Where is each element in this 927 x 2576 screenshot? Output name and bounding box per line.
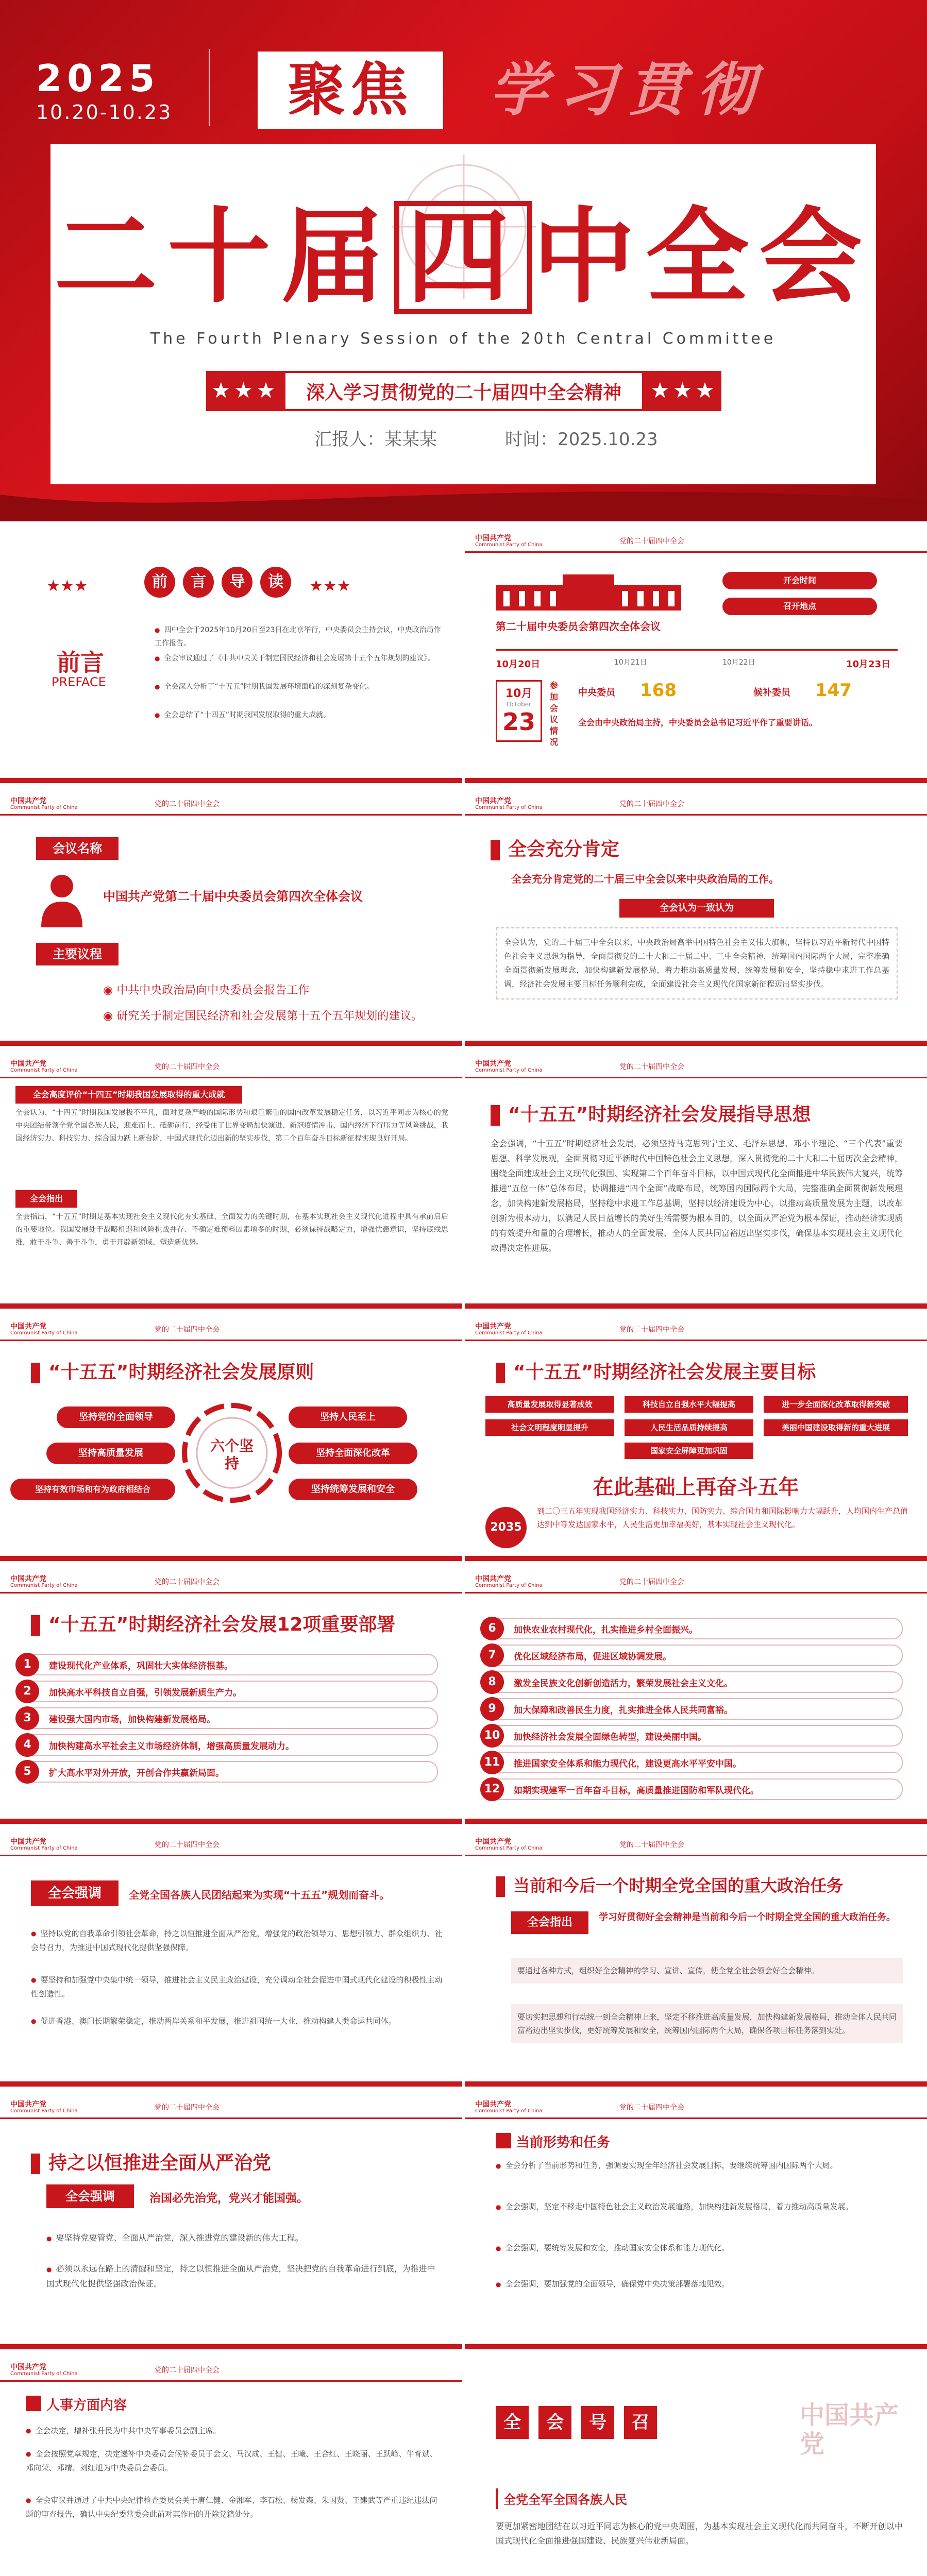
slide-header: [465, 1829, 927, 1858]
principle-item: 坚持统筹发展和安全: [289, 1479, 417, 1500]
agenda-item: ◉ 中共中央政治局向中央委员会报告工作: [103, 984, 310, 997]
principles-center: 六个坚持: [210, 1437, 254, 1472]
affirm-slide: [465, 788, 927, 1046]
calendar-month-en: October: [506, 701, 532, 708]
principles-title: [31, 1358, 314, 1384]
party-logo: 中国共产党: [10, 1060, 46, 1068]
meeting-name-tag: 会议名称: [36, 837, 119, 860]
title-bar: [491, 1105, 500, 1126]
header-line: [465, 814, 927, 816]
cover-time: 时间：2025.10.23: [505, 429, 658, 450]
title-box: 四: [394, 201, 532, 314]
party-slide: [0, 2092, 462, 2349]
party-logo: 中国共产党: [10, 797, 46, 805]
party-logo-en: Communist Party of China: [475, 1583, 543, 1588]
header-topic: 党的二十届四中全会: [155, 1326, 220, 1334]
principle-item: 坚持有效市场和有为政府相结合: [10, 1479, 175, 1500]
overview-title: 第二十届中央委员会第四次全体会议: [496, 620, 661, 633]
preface-bullet: ● 四中全会于2025年10月20日至23日在北京举行，中央委员会主持会议，中央政治局作工作报告。: [155, 623, 443, 650]
slide-footer: [465, 2081, 927, 2087]
cover-divider: [209, 49, 210, 126]
slide-header: [0, 1314, 462, 1343]
summon-logo: 中国共产党: [800, 2401, 899, 2459]
slide-header: [465, 1566, 927, 1595]
goal-item: 美丽中国建设取得新的重大进展: [764, 1419, 908, 1436]
party-logo: 中国共产党: [475, 2100, 511, 2109]
header-topic: 党的二十届四中全会: [155, 1063, 220, 1071]
title-bar: [31, 1615, 40, 1636]
star-icon: ★★★: [46, 577, 88, 595]
tab-char: 言: [183, 567, 214, 598]
tasks-now-title-text: 当前和今后一个时期全党全国的重大政治任务: [513, 1876, 844, 1895]
guide-body: 全会强调，“十五五”时期经济社会发展，必须坚持马克思列宁主义、毛泽东思想、邓小平理论、“三个代表”重要思想、科学发展观，全面贯彻习近平新时代中国特色社会主义思想，深入贯彻党的二十大和二十届历次全会精神，围绕全面建成社会主义现代化强国、实现第二个百年奋斗目标，以中国式现代化全面推进中华民族伟大复兴，统筹推进“五位一体”总体布局，协调推进“四个全面”战略布局，统筹国内国际两个大局，完整准确全面贯彻新发展理念，加快构建新发展格局，坚持稳中求进工作总基调，坚持以经济建设为中心，以推动高质量发展为主题，以改革创新为根本动力，以满足人民日益增长的美好生活需要为根本目的，以全面从严治党为根本保证，推动经济实现质的有效提升和量的合理增长，推动人的全面发展、全体人民共同富裕迈出坚实步伐，确保基本实现社会主义现代化取得决定性进展。: [491, 1139, 903, 1253]
principle-item: 坚持人民至上: [289, 1406, 407, 1428]
party-logo-en: Communist Party of China: [10, 1845, 78, 1851]
header-line: [0, 1592, 462, 1594]
situation-bullet: ● 全会强调，要加强党的全面领导，确保党中央决策部署落地见效。: [496, 2277, 903, 2291]
party-logo: 中国共产党: [10, 1575, 46, 1583]
task-text: 优化区域经济布局，促进区域协调发展。: [514, 1652, 671, 1662]
tab-char: 号: [581, 2406, 614, 2439]
task-number: 12: [480, 1777, 504, 1801]
goals-slide: [465, 1314, 927, 1561]
tasks-now-box: 要通过各种方式，组织好全会精神的学习、宣讲、宣传，使全党全社会领会好全会精神。: [511, 1958, 903, 1984]
speaker-icon: [36, 871, 88, 927]
slide-header: [465, 1051, 927, 1080]
task-text: 建设现代化产业体系，巩固壮大实体经济根基。: [49, 1661, 233, 1671]
title-pre: 二十届: [54, 197, 394, 317]
task-text: 加快农业农村现代化，扎实推进乡村全面振兴。: [514, 1625, 698, 1635]
affirm-sub-tag: 全会认为一致认为: [619, 899, 774, 918]
header-topic: 党的二十届四中全会: [619, 1326, 684, 1334]
situation-bullet: ● 全会分析了当前形势和任务，强调要实现全年经济社会发展目标，要继续统筹国内国际两个大局。: [496, 2159, 903, 2173]
principle-item: 坚持党的全面领导: [57, 1406, 175, 1428]
slide-header: [0, 2354, 462, 2383]
party-logo-en: Communist Party of China: [475, 1845, 543, 1851]
star-icon: ★★★: [309, 577, 351, 595]
goal-item: 国家安全屏障更加巩固: [625, 1443, 753, 1459]
tasks-title-text: “十五五”时期经济社会发展12项重要部署: [48, 1614, 396, 1635]
party-logo: 中国共产党: [475, 797, 511, 805]
header-line: [465, 1592, 927, 1594]
tab-char: 会: [538, 2406, 571, 2439]
cover-banner-text: 深入学习贯彻党的二十届四中全会精神: [283, 371, 644, 411]
calendar-day: 23: [502, 708, 535, 736]
timeline-date: 10月23日: [846, 659, 891, 670]
members-label: 中央委员: [578, 687, 615, 698]
task-number: 3: [15, 1706, 39, 1730]
timeline-line: [496, 649, 898, 651]
preface-title-en: PREFACE: [52, 675, 106, 689]
personnel-title: 人事方面内容: [46, 2398, 127, 2413]
party-logo: 中国共产党: [10, 2100, 46, 2109]
party-logo: 中国共产党: [475, 534, 511, 543]
tab-char: 前: [144, 567, 175, 598]
slide-footer: [465, 1041, 927, 1046]
header-topic: 党的二十届四中全会: [155, 1841, 220, 1849]
star-icon: ★★★: [650, 378, 718, 403]
header-topic: 党的二十届四中全会: [619, 537, 684, 546]
location-pill: 召开地点: [722, 598, 877, 615]
goals-slogan: 在此基础上再奋斗五年: [593, 1476, 799, 1499]
call-bullet: ● 促进香港、澳门长期繁荣稳定，推动两岸关系和平发展，推进祖国统一大业，推动构建人类命运共同体。: [31, 2014, 443, 2028]
title-bar: [31, 2154, 40, 2174]
guide-title: [491, 1100, 811, 1126]
title-square: [496, 2133, 511, 2148]
slide-footer: [0, 778, 462, 783]
party-logo: 中国共产党: [475, 1060, 511, 1068]
slide-footer: [0, 2344, 462, 2349]
header-line: [465, 2117, 927, 2119]
principles-title-text: “十五五”时期经济社会发展原则: [48, 1362, 314, 1383]
party-logo: 中国共产党: [10, 2363, 46, 2371]
header-topic: 党的二十届四中全会: [619, 1578, 684, 1586]
meeting-name: 中国共产党第二十届中央委员会第四次全体会议: [103, 889, 363, 904]
task-number: 6: [480, 1617, 504, 1640]
party-logo-en: Communist Party of China: [10, 2371, 78, 2377]
header-topic: 党的二十届四中全会: [155, 2104, 220, 2112]
slide-footer: [465, 2344, 927, 2349]
task-text: 推进国家安全体系和能力现代化，建设更高水平平安中国。: [514, 1759, 741, 1769]
party-logo-en: Communist Party of China: [10, 805, 78, 810]
header-topic: 党的二十届四中全会: [155, 2366, 220, 2375]
party-bullet: ● 要坚持党要管党、全面从严治党，深入推进党的建设新的伟大工程。: [46, 2231, 443, 2246]
party-logo-en: Communist Party of China: [10, 2108, 78, 2114]
summon-slide: [465, 2354, 927, 2576]
slide-footer: [0, 1303, 462, 1309]
cover-study: 学习贯彻: [490, 57, 766, 124]
slide-header: [465, 2092, 927, 2121]
party-logo: 中国共产党: [10, 1323, 46, 1331]
tab-char: 读: [260, 567, 291, 598]
preface-tabs: [144, 567, 291, 598]
agenda-item-text: 研究关于制定国民经济和社会发展第十五个五年规划的建议。: [116, 1010, 423, 1023]
title-square: [26, 2396, 41, 2411]
timeline-date: 10月20日: [496, 659, 541, 670]
overview-note: 全会由中央政治局主持，中央委员会总书记习近平作了重要讲话。: [578, 718, 818, 727]
alt-count: 147: [815, 680, 852, 701]
tasks-title: [31, 1610, 395, 1636]
task-text: 加快构建高水平社会主义市场经济体制，增强高质量发展动力。: [49, 1741, 294, 1752]
title-bar: [496, 1876, 505, 1897]
title-post: 中全会: [532, 197, 873, 317]
party-logo-en: Communist Party of China: [475, 805, 543, 810]
title-bar: [31, 1363, 40, 1383]
title-bar: [491, 840, 500, 860]
call-lead: 全党全国各族人民团结起来为实现“十五五”规划而奋斗。: [129, 1889, 390, 1901]
party-logo: 中国共产党: [475, 1323, 511, 1331]
party-logo: 中国共产党: [475, 1838, 511, 1846]
task-text: 加大保障和改善民生力度，扎实推进全体人民共同富裕。: [514, 1705, 733, 1716]
header-topic: 党的二十届四中全会: [619, 1063, 684, 1071]
header-line: [465, 551, 927, 553]
party-logo-en: Communist Party of China: [475, 542, 543, 548]
affirm-lead: 全会充分肯定党的二十届三中全会以来中央政治局的工作。: [511, 873, 779, 885]
goals-title-text: “十五五”时期经济社会发展主要目标: [513, 1362, 816, 1383]
party-tag: 全会强调: [46, 2184, 134, 2208]
personnel-bullet: ● 全会决定，增补张升民为中共中央军事委员会副主席。: [26, 2424, 443, 2438]
agenda-item-text: 中共中央政治局向中央委员会报告工作: [116, 984, 310, 997]
preface-slide: [0, 526, 462, 783]
principle-item: 坚持全面深化改革: [289, 1443, 417, 1464]
party-logo-en: Communist Party of China: [10, 1330, 78, 1336]
task-text: 建设强大国内市场，加快构建新发展格局。: [49, 1715, 215, 1725]
task-number: 9: [480, 1697, 504, 1721]
open-time-pill: 开会时间: [722, 572, 877, 589]
principle-item: 坚持高质量发展: [46, 1443, 175, 1464]
header-line: [465, 1077, 927, 1078]
preface-bullet: ● 全会总结了“十四五”时期我国发展取得的重大成就。: [155, 708, 443, 722]
goals-year-badge: 2035: [485, 1507, 527, 1548]
summon-title: 全党全军全国各族人民: [503, 2493, 627, 2507]
task-number: 7: [480, 1643, 504, 1667]
slide-header: [0, 788, 462, 817]
header-line: [0, 1077, 462, 1078]
slide-footer: [0, 2081, 462, 2087]
task-number: 11: [480, 1751, 504, 1774]
slide-footer: [465, 1556, 927, 1561]
slide-footer: [0, 1556, 462, 1561]
header-line: [0, 814, 462, 816]
slide-header: [465, 1314, 927, 1343]
timeline-date: 10月21日: [614, 658, 647, 667]
slide-header: [0, 1566, 462, 1595]
goal-item: 社会文明程度明显提升: [485, 1419, 614, 1436]
header-topic: 党的二十届四中全会: [619, 1841, 684, 1849]
slide-header: [465, 788, 927, 817]
goal-item: 高质量发展取得显著成效: [485, 1396, 614, 1413]
title-bar: [496, 1363, 505, 1383]
task-text: 激发全民族文化创新创造活力，繁荣发展社会主义文化。: [514, 1679, 733, 1689]
preface-bullet: ● 全会审议通过了《中共中央关于制定国民经济和社会发展第十五个五年规划的建议》。: [155, 652, 443, 665]
goal-item: 人民生活品质持续提高: [625, 1419, 753, 1436]
tasks-now-box: 要切实把思想和行动统一到全会精神上来，坚定不移推进高质量发展，加快构建新发展格局，推动全体人民共同富裕迈出坚实步伐，更好统筹发展和安全，统筹国内国际两个大局，确保各项目标任务落到实处。: [511, 2004, 903, 2043]
members-count: 168: [640, 680, 677, 701]
tasks-now-slide: [465, 1829, 927, 2087]
review-body-2: 全会指出，“十五五”时期是基本实现社会主义现代化夯实基础、全面发力的关键时期，在基本实现社会主义现代化进程中具有承前启后的重要地位。我国发展处于战略机遇和风险挑战并存、不确定难预料因素增多的时期，必须保持战略定力，增强忧患意识，坚持底线思维，敢于斗争、善于斗争，勇于开辟新领域、塑造新优势。: [15, 1213, 448, 1247]
task-number: 1: [15, 1653, 39, 1676]
slide-footer: [465, 1819, 927, 1824]
goals-note: 到二〇三五年实现我国经济实力、科技实力、国防实力、综合国力和国际影响力大幅跃升，人均国内生产总值达到中等发达国家水平，人民生活更加幸福美好，基本实现社会主义现代化。: [537, 1506, 908, 1529]
party-logo: 中国共产党: [10, 1838, 46, 1846]
guide-title-text: “十五五”时期经济社会发展指导思想: [508, 1104, 811, 1125]
cover-english-subtitle: The Fourth Plenary Session of the 20th Central Committee: [150, 330, 777, 348]
personnel-bullet: ● 全会按照党章规定，决定递补中央委员会候补委员于会文、马汉成、王健、王曦、王合红、王晓丽、王跃峰、牛育斌、邓向荣、邓靖、刘红旭为中央委员会委员。: [26, 2447, 443, 2475]
agenda-tag: 主要议程: [36, 943, 119, 965]
affirm-title: [491, 835, 619, 861]
party-logo-en: Communist Party of China: [10, 1583, 78, 1588]
affirm-title-text: 全会充分肯定: [508, 839, 620, 860]
call-bullet: ● 要坚持和加强党中央集中统一领导，推进社会主义民主政治建设，充分调动全社会促进中国式现代化建设的积极性主动性创造性。: [31, 1973, 443, 2001]
task-text: 扩大高水平对外开放，开创合作共赢新局面。: [49, 1768, 224, 1778]
review-tag: 全会高度评价“十四五”时期我国发展取得的重大成就: [15, 1086, 242, 1104]
tasks-slide-left: [0, 1566, 462, 1824]
tasks-now-tag: 全会指出: [511, 1911, 588, 1934]
tasks-now-lead: 学习好贯彻好全会精神是当前和今后一个时期全党全国的重大政治任务。: [599, 1912, 896, 1923]
party-logo-en: Communist Party of China: [10, 1067, 78, 1073]
attendance-side: 参加会议情况: [550, 681, 559, 747]
header-topic: 党的二十届四中全会: [619, 2104, 684, 2112]
header-line: [0, 2117, 462, 2119]
goal-item: 进一步全面深化改革取得新突破: [764, 1396, 908, 1413]
task-number: 2: [15, 1680, 39, 1703]
call-bullet: ● 坚持以党的自我革命引领社会革命，持之以恒推进全面从严治党，增强党的政治领导力、思想引领力、群众组织力、社会号召力，为推进中国式现代化提供坚强保障。: [31, 1927, 443, 1955]
timeline-date: 10月22日: [722, 658, 755, 667]
slide-header: [0, 1829, 462, 1858]
situation-slide: [465, 2092, 927, 2349]
party-logo: 中国共产党: [475, 1575, 511, 1583]
summon-tabs: [496, 2406, 657, 2439]
situation-bullet: ● 全会强调，坚定不移走中国特色社会主义政治发展道路，加快构建新发展格局，着力推动高质量发展。: [496, 2200, 903, 2214]
slide-header: [0, 2092, 462, 2121]
agenda-slide: [0, 788, 462, 1046]
slide-header: [465, 526, 927, 554]
party-title-text: 持之以恒推进全面从严治党: [48, 2153, 272, 2174]
title-bar: [496, 2488, 498, 2509]
slide-footer: [0, 1041, 462, 1046]
personnel-slide: [0, 2354, 462, 2576]
calendar-month: 10月: [505, 687, 533, 700]
party-logo-en: Communist Party of China: [475, 2108, 543, 2114]
guide-slide: [465, 1051, 927, 1309]
star-icon: ★★★: [211, 378, 279, 403]
review-body: 全会认为，“十四五”时期我国发展极不平凡，面对复杂严峻的国际形势和艰巨繁重的国内改革发展稳定任务，以习近平同志为核心的党中央团结带领全党全国各族人民，迎难而上、砥砺前行，经受住了世界变局加快演进、新冠疫情冲击、国内经济下行压力等风险挑战，我国经济实力、科技实力、综合国力跃上新台阶，中国式现代化迈出新的坚实步伐，第二个百年奋斗目标新征程实现良好开局。: [15, 1109, 448, 1143]
goals-title: [496, 1358, 816, 1384]
party-title: [31, 2148, 271, 2175]
principles-slide: [0, 1314, 462, 1561]
cover-slide: [0, 0, 927, 521]
task-number: 8: [480, 1670, 504, 1694]
tab-char: 召: [624, 2406, 657, 2439]
agenda-item: ◉ 研究关于制定国民经济和社会发展第十五个五年规划的建议。: [103, 1010, 423, 1023]
header-topic: 党的二十届四中全会: [619, 800, 684, 808]
header-line: [465, 1855, 927, 1856]
situation-title: 当前形势和任务: [516, 2135, 611, 2150]
header-line: [0, 1340, 462, 1341]
header-line: [0, 2380, 462, 2382]
goal-item: 科技自立自强水平大幅提高: [625, 1396, 753, 1413]
tab-char: 全: [496, 2406, 529, 2439]
building-icon: [496, 569, 681, 611]
tasks-now-title: [496, 1873, 843, 1897]
preface-title: 前言: [57, 649, 104, 676]
preface-bullet: ● 全会深入分析了“十五五”时期我国发展环境面临的深刻复杂变化。: [155, 680, 443, 693]
party-logo-en: Communist Party of China: [475, 1330, 543, 1336]
review-slide: [0, 1051, 462, 1309]
cover-year: 2025: [36, 57, 160, 100]
slide-header: [0, 1051, 462, 1080]
call-tag: 全会强调: [31, 1880, 119, 1906]
tasks-slide-right: [465, 1566, 927, 1824]
slide-footer: [0, 1819, 462, 1824]
overview-slide: [465, 526, 927, 783]
affirm-body: 全会认为，党的二十届三中全会以来，中央政治局高举中国特色社会主义伟大旗帜，坚持以习近平新时代中国特色社会主义思想为指导，全面贯彻党的二十大和二十届二中、三中全会精神，统筹国内国际两个大局，完整准确全面贯彻新发展理念，加快构建新发展格局，着力推动高质量发展，统筹发展和安全，坚持稳中求进工作总基调，经济社会发展主要目标任务顺利完成，全面建设社会主义现代化国家新征程迈出坚实步伐。: [496, 927, 898, 999]
cover-date: 10.20-10.23: [36, 101, 173, 124]
header-line: [465, 1340, 927, 1341]
task-number: 5: [15, 1760, 39, 1784]
slide-footer: [465, 778, 927, 783]
header-topic: 党的二十届四中全会: [155, 1578, 220, 1586]
task-number: 4: [15, 1733, 39, 1757]
alt-label: 候补委员: [753, 687, 790, 698]
personnel-bullet: ● 全会审议并通过了中共中央纪律检查委员会关于唐仁健、金湘军、李石松、杨发森、朱国贤、王建武等严重违纪违法问题的审查报告，确认中央纪委常委会此前对其作出的开除党籍处分。: [26, 2494, 443, 2521]
situation-bullet: ● 全会强调，要统筹发展和安全，推动国家安全体系和能力现代化。: [496, 2241, 903, 2255]
calendar-card: [496, 680, 542, 742]
task-text: 加快高水平科技自立自强，引领发展新质生产力。: [49, 1688, 242, 1698]
header-line: [0, 1855, 462, 1856]
cover-title: [50, 196, 876, 319]
task-number: 10: [480, 1724, 504, 1748]
cover-focus: 聚焦: [288, 57, 413, 124]
call-slide: [0, 1829, 462, 2087]
slide-footer: [465, 1303, 927, 1309]
review-tag-2: 全会指出: [15, 1190, 77, 1208]
party-bullet: ● 必须以永远在路上的清醒和坚定，持之以恒推进全面从严治党，坚决把党的自我革命进行到底，为推进中国式现代化提供坚强政治保证。: [46, 2262, 443, 2291]
header-topic: 党的二十届四中全会: [155, 800, 220, 808]
task-text: 如期实现建军一百年奋斗目标，高质量推进国防和军队现代化。: [514, 1786, 759, 1796]
party-lead: 治国必先治党，党兴才能国强。: [149, 2192, 309, 2205]
summon-body: 要更加紧密地团结在以习近平同志为核心的党中央周围，为基本实现社会主义现代化而共同奋斗，不断开创以中国式现代化全面推进强国建设、民族复兴伟业新局面。: [496, 2521, 903, 2546]
cover-reporter: 汇报人：某某某: [314, 429, 437, 450]
tab-char: 导: [222, 567, 252, 598]
task-text: 加快经济社会发展全面绿色转型，建设美丽中国。: [514, 1732, 706, 1742]
wave-decoration: [0, 474, 927, 521]
party-logo-en: Communist Party of China: [475, 1067, 543, 1073]
